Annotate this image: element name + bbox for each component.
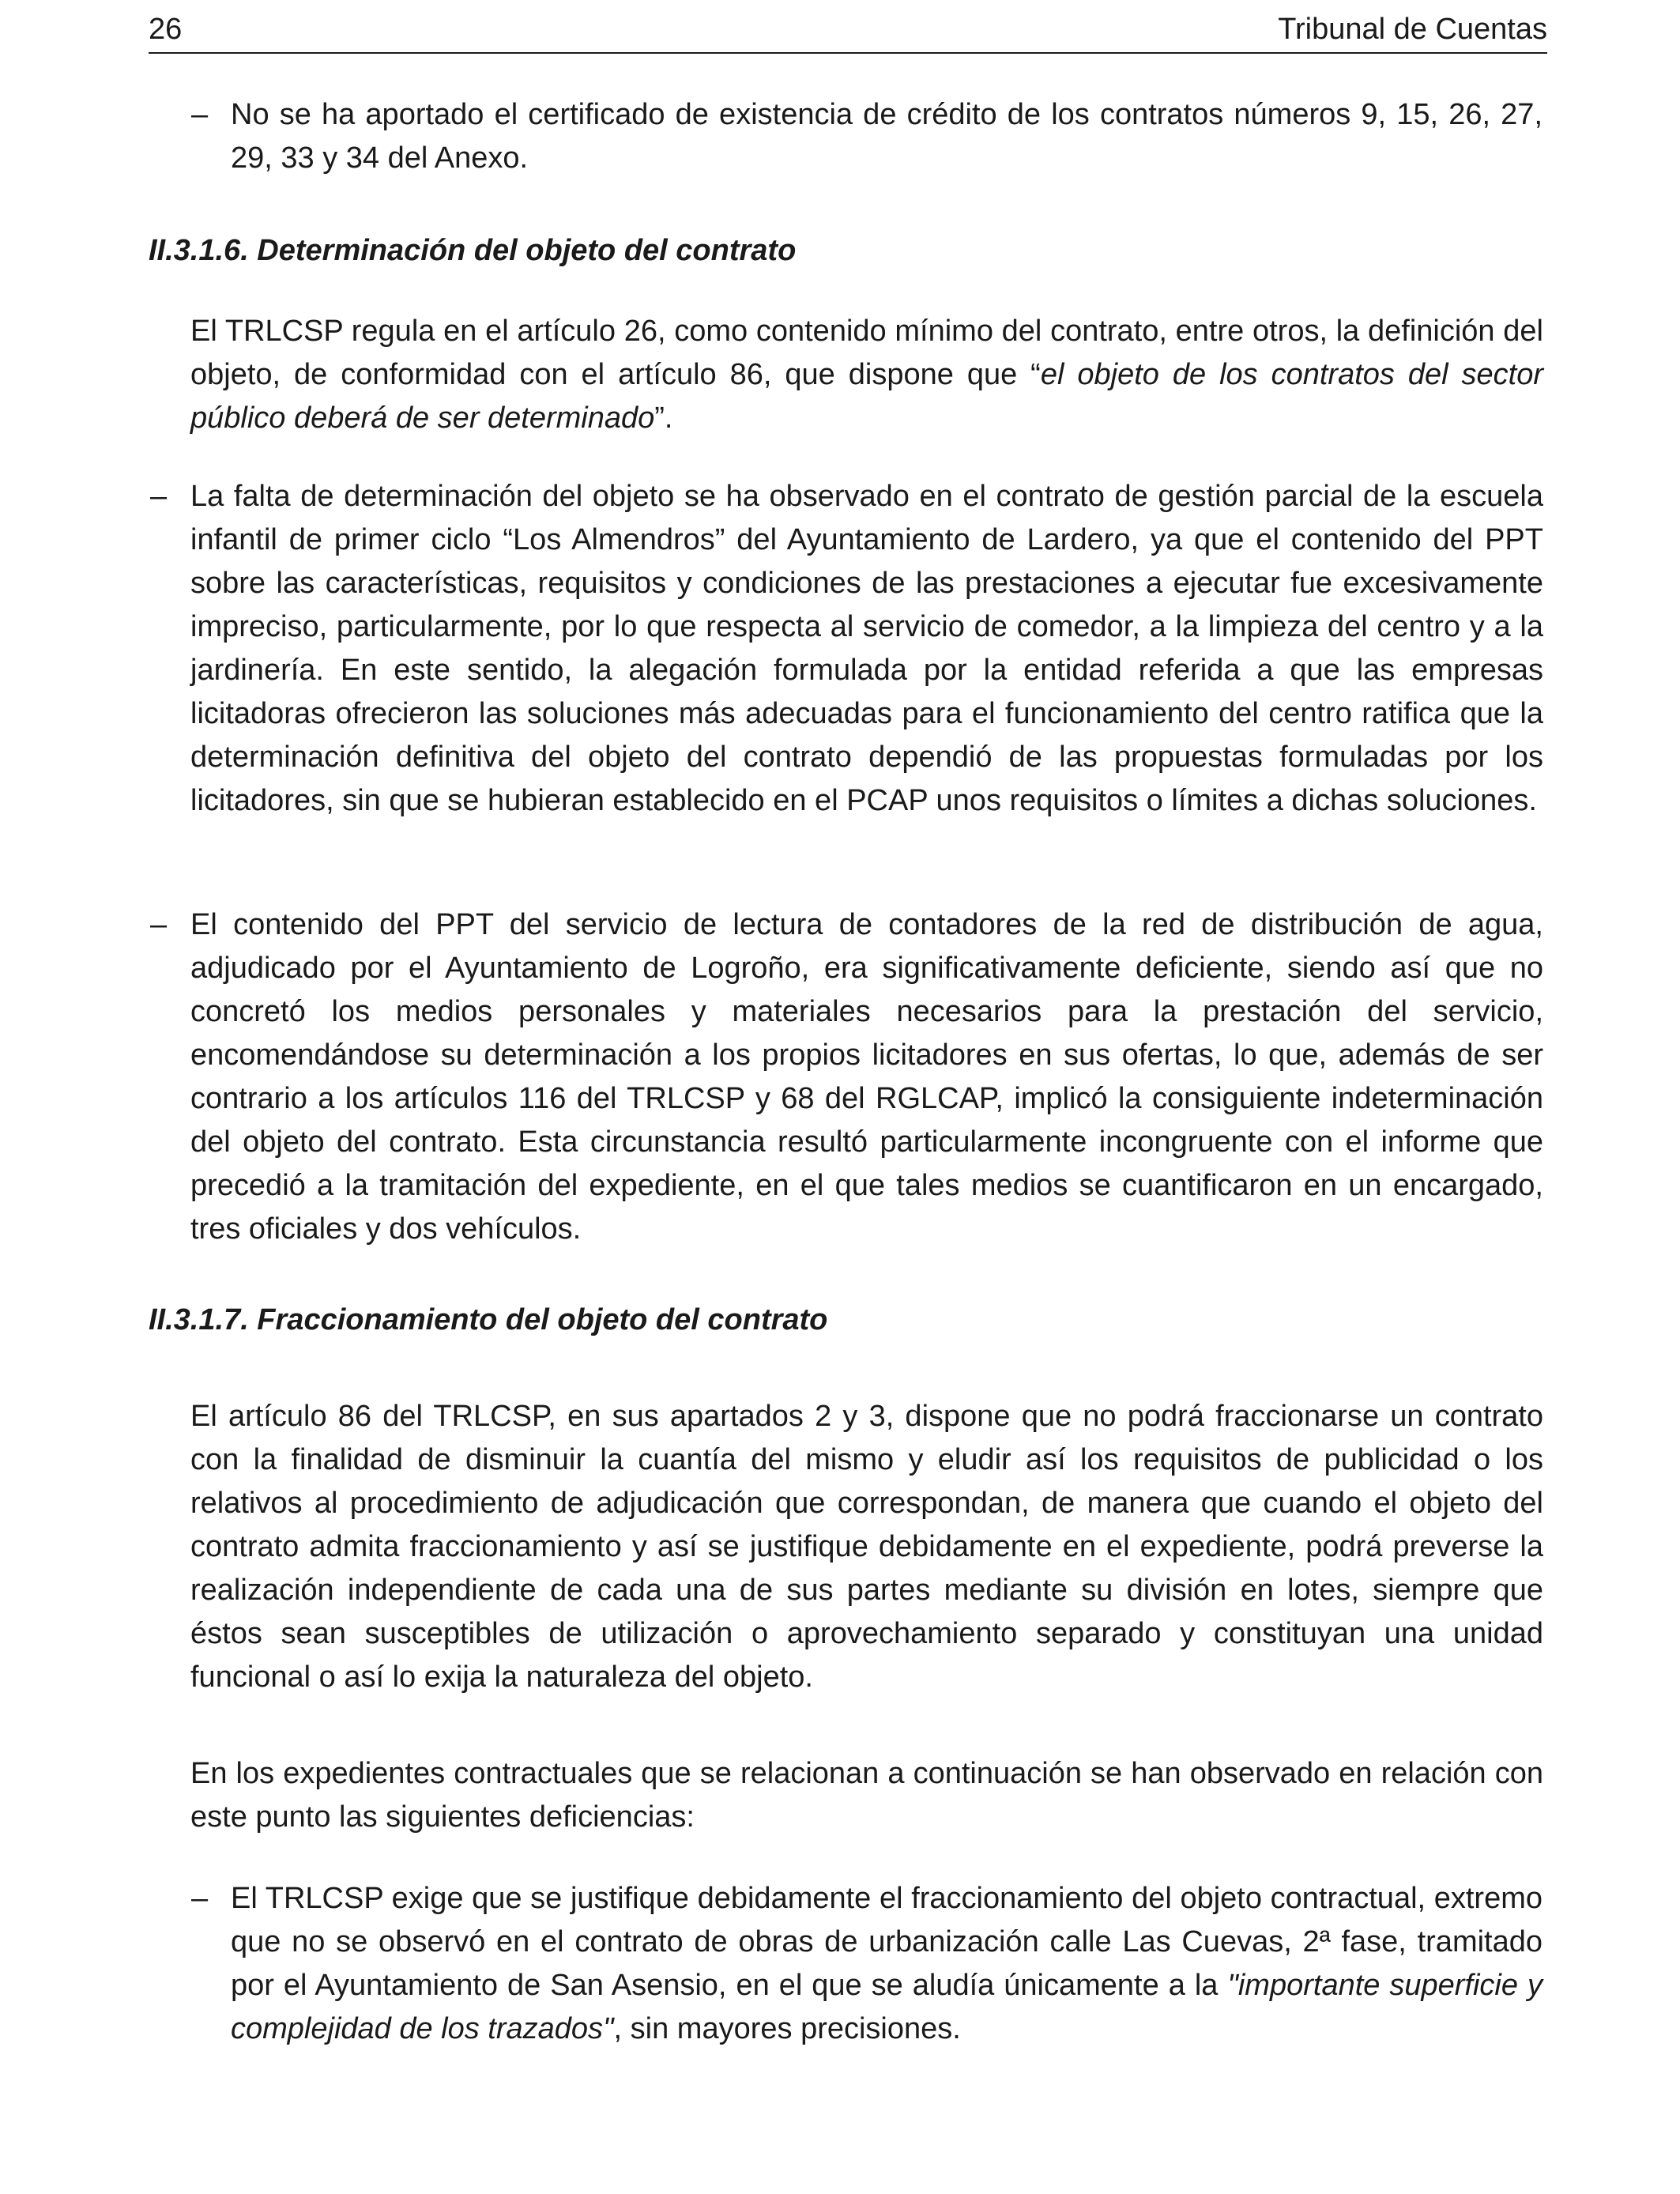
paragraph-text: El TRLCSP regula en el artículo 26, como contenido mínimo del contrato, entre otros, la definición del objeto, de conformidad con el artículo 86, que dispone que “ (190, 315, 1543, 391)
page-header (149, 8, 1547, 54)
page-number: 26 (149, 13, 183, 46)
paragraph-trlcsp-articulo-26 (190, 310, 1543, 440)
paragraph-articulo-86: El artículo 86 del TRLCSP, en sus apartados 2 y 3, dispone que no podrá fraccionarse un contrato con la finalidad de disminuir la cuantía del mismo y eludir así los requisitos de publicidad o los relativos al procedimiento de adjudicación que correspondan, de manera que cuando el objeto del contrato admita fraccionamiento y así se justifique debidamente en el expediente, podrá preverse la realización independiente de cada una de sus partes mediante su división en lotes, siempre que éstos sean susceptibles de utilización o aprovechamiento separado y constituyan una unidad funcional o así lo exija la naturaleza del objeto. (190, 1400, 1543, 1694)
bullet-item-certificado: No se ha aportado el certificado de existencia de crédito de los contratos números 9, 15, 26, 27, 29, 33 y 34 del Anexo. (231, 98, 1543, 175)
bullet-item-los-almendros: La falta de determinación del objeto se ha observado en el contrato de gestión parcial de la escuela infantil de primer ciclo “Los Almendros” del Ayuntamiento de Lardero, ya que el contenido del PPT sobre las características, requisitos y condiciones de las prestaciones a ejecutar fue excesivamente impreciso, particularmente, por lo que respecta al servicio de comedor, a la limpieza del centro y a la jardinería. En este sentido, la alegación formulada por la entidad referida a que las empresas licitadoras ofrecieron las soluciones más adecuadas para el funcionamiento del centro ratifica que la determinación definitiva del objeto del contrato dependió de las propuestas formuladas por los licitadores, sin que se hubieran establecido en el PCAP unos requisitos o límites a dichas soluciones. (190, 480, 1543, 817)
bullet-marker: – (191, 98, 209, 131)
paragraph-text-end: , sin mayores precisiones. (613, 2012, 961, 2045)
section-heading-fraccionamiento: II.3.1.7. Fraccionamiento del objeto del contrato (149, 1303, 828, 1336)
quoted-text: el objeto de los contratos del sector público deberá de ser determinado (190, 358, 1543, 435)
paragraph-expedientes: En los expedientes contractuales que se relacionan a continuación se han observado en relación con este punto las siguientes deficiencias: (190, 1757, 1543, 1834)
running-title: Tribunal de Cuentas (1278, 13, 1547, 46)
paragraph-text: El TRLCSP exige que se justifique debidamente el fraccionamiento del objeto contractual, extremo que no se observó en el contrato de obras de urbanización calle Las Cuevas, 2ª fase, tramitado por el Ayuntamiento de San Asensio, en el que se aludía únicamente a la (231, 1882, 1543, 2002)
bullet-marker: – (150, 908, 168, 941)
paragraph-text-end: ”. (654, 401, 673, 435)
section-heading-objeto: II.3.1.6. Determinación del objeto del contrato (149, 234, 797, 267)
bullet-marker: – (191, 1882, 209, 1915)
quoted-text: "importante superficie y complejidad de los trazados" (231, 1969, 1543, 2045)
bullet-item-las-cuevas (231, 1877, 1543, 2051)
bullet-marker: – (150, 480, 168, 513)
bullet-item-contadores-agua: El contenido del PPT del servicio de lectura de contadores de la red de distribución de agua, adjudicado por el Ayuntamiento de Logroño, era significativamente deficiente, siendo así que no concretó los medios personales y materiales necesarios para la prestación del servicio, encomendándose su determinación a los propios licitadores en sus ofertas, lo que, además de ser contrario a los artículos 116 del TRLCSP y 68 del RGLCAP, implicó la consiguiente indeterminación del objeto del contrato. Esta circunstancia resultó particularmente incongruente con el informe que precedió a la tramitación del expediente, en el que tales medios se cuantificaron en un encargado, tres oficiales y dos vehículos. (190, 908, 1543, 1246)
